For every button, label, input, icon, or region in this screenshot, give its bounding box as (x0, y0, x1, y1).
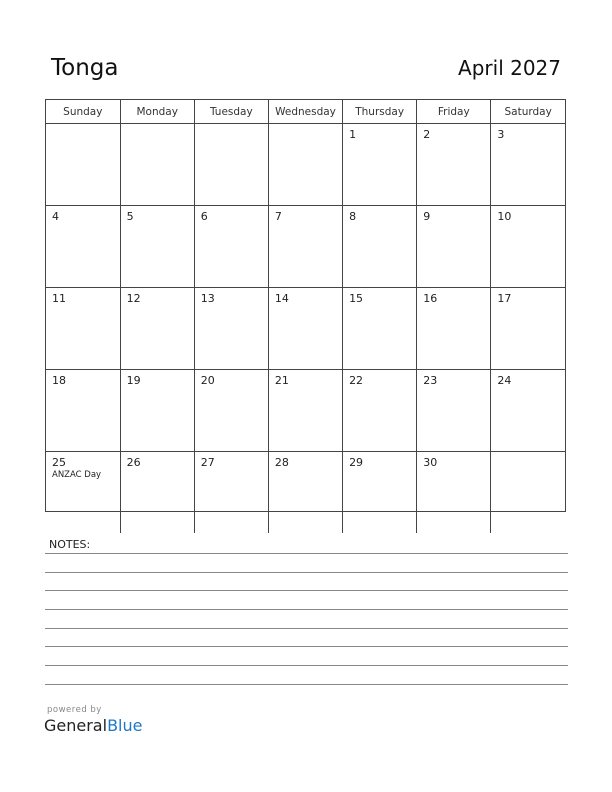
day-number: 4 (52, 210, 59, 223)
day-cell (343, 288, 417, 370)
day-number: 25 (52, 456, 66, 469)
note-line (45, 628, 568, 629)
day-cell (343, 370, 417, 452)
day-cell (268, 288, 342, 370)
day-cell (194, 288, 268, 370)
week-row (46, 288, 565, 370)
weekday-monday: Monday (120, 100, 194, 124)
day-cell (417, 452, 491, 534)
day-cell (194, 206, 268, 288)
day-cell (343, 124, 417, 206)
day-cell (120, 370, 194, 452)
day-cell (491, 452, 565, 534)
day-cell (268, 370, 342, 452)
logo-blue-text: Blue (107, 716, 143, 735)
day-number: 5 (126, 210, 134, 223)
day-cell (46, 206, 120, 288)
note-line (45, 590, 568, 591)
day-cell (417, 370, 491, 452)
day-cell (268, 452, 342, 534)
day-number: 8 (349, 210, 357, 223)
generalblue-logo (44, 716, 142, 735)
weekday-wednesday: Wednesday (268, 100, 342, 124)
day-number: 17 (497, 292, 512, 305)
day-cell (343, 206, 417, 288)
day-cell (491, 370, 565, 452)
note-line (45, 665, 568, 666)
day-number: 7 (274, 210, 282, 223)
logo-general-text: General (44, 716, 108, 735)
day-number: 3 (497, 128, 505, 141)
day-cell (491, 206, 565, 288)
day-number: 26 (126, 456, 141, 469)
day-cell (194, 124, 268, 206)
day-cell (46, 452, 120, 534)
day-cell (268, 124, 342, 206)
day-number: 30 (423, 456, 438, 469)
day-number: 12 (126, 292, 141, 305)
week-row (46, 370, 565, 452)
weekday-sunday: Sunday (46, 100, 120, 124)
day-number: 1 (349, 128, 357, 141)
day-cell (120, 288, 194, 370)
holiday-label: ANZAC Day (52, 470, 102, 480)
day-number: 15 (349, 292, 364, 305)
powered-by-text: powered by (47, 705, 102, 715)
day-number: 14 (274, 292, 289, 305)
day-number: 23 (423, 374, 438, 387)
day-number: 28 (274, 456, 289, 469)
day-cell (120, 124, 194, 206)
day-number: 24 (497, 374, 512, 387)
day-number: 9 (423, 210, 431, 223)
note-line (45, 572, 568, 573)
weekday-tuesday: Tuesday (194, 100, 268, 124)
day-cell (343, 452, 417, 534)
day-number: 27 (200, 456, 215, 469)
day-number: 2 (423, 128, 431, 141)
day-number: 22 (349, 374, 364, 387)
day-cell (120, 206, 194, 288)
weekday-friday: Friday (417, 100, 491, 124)
country-title: Tonga (51, 55, 119, 81)
day-number: 11 (52, 292, 66, 305)
notes-label: NOTES: (49, 538, 91, 551)
weekday-saturday: Saturday (491, 100, 565, 124)
note-line (45, 553, 568, 554)
day-number: 6 (200, 210, 208, 223)
weekday-thursday: Thursday (343, 100, 417, 124)
day-cell (268, 206, 342, 288)
day-cell (491, 124, 565, 206)
weekday-header-row (46, 100, 565, 124)
day-cell (46, 124, 120, 206)
day-number: 18 (52, 374, 66, 387)
day-cell (194, 370, 268, 452)
day-number: 19 (126, 374, 141, 387)
calendar-grid (45, 99, 566, 512)
day-number: 16 (423, 292, 438, 305)
day-number: 10 (497, 210, 512, 223)
day-cell (120, 452, 194, 534)
day-cell (417, 288, 491, 370)
day-cell (46, 288, 120, 370)
day-number: 21 (274, 374, 289, 387)
day-cell (417, 206, 491, 288)
day-cell (194, 452, 268, 534)
day-cell (491, 288, 565, 370)
day-cell (417, 124, 491, 206)
note-line (45, 646, 568, 647)
week-row (46, 124, 565, 206)
note-line (45, 684, 568, 685)
month-year-title: April 2027 (458, 56, 561, 80)
day-number: 29 (349, 456, 364, 469)
note-line (45, 609, 568, 610)
week-row (46, 206, 565, 288)
day-number: 20 (200, 374, 215, 387)
day-cell (46, 370, 120, 452)
day-number: 13 (200, 292, 215, 305)
week-row (46, 452, 565, 534)
